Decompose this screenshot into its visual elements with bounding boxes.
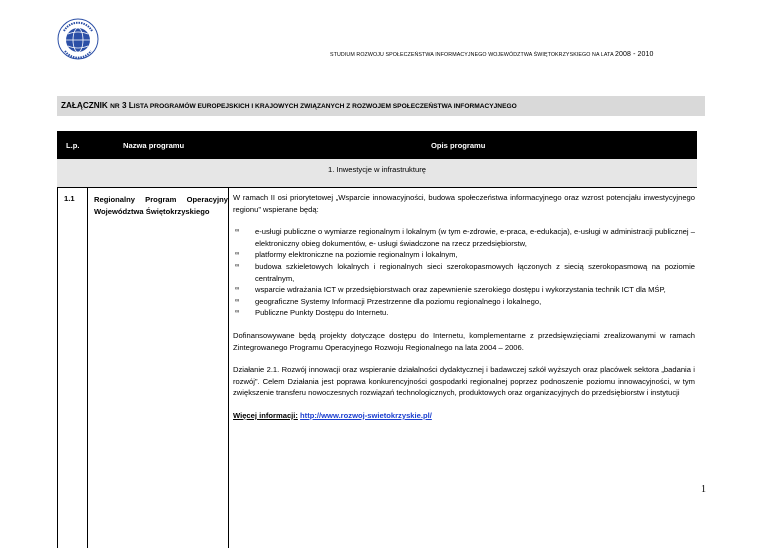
globe-logo-icon bbox=[56, 17, 100, 61]
title-rest-initial: L bbox=[128, 101, 134, 110]
bullet-icon: ∞ bbox=[235, 228, 240, 235]
header-desc: Opis programu bbox=[431, 141, 486, 150]
title-number: 3 bbox=[121, 101, 127, 110]
running-header bbox=[330, 51, 654, 58]
title-prefix: ZAŁĄCZNIK bbox=[61, 101, 108, 110]
row-lp: 1.1 bbox=[64, 194, 75, 203]
table-header bbox=[57, 131, 697, 159]
running-title: STUDIUM ROZWOJU SPOŁECZEŃSTWA INFORMACYJNEGO WOJEWÓDZTWA ŚWIĘTOKRZYSKIEGO NA LATA bbox=[330, 52, 614, 58]
list-item: ∞ Publiczne Punkty Dostępu do Internetu. bbox=[235, 308, 389, 318]
column-divider bbox=[87, 188, 88, 548]
row-program-name: Regionalny Program Operacyjny Województwa Świętokrzyskiego bbox=[94, 195, 228, 216]
action-paragraph: Działanie 2.1. Rozwój innowacji oraz wspieranie działalności dydaktycznej i badawczej szkół wyższych oraz placówek sektora „badania i rozwój”. Celem Działania jest poprawa konkurencyjności gospodarki regionalnej poprzez podnoszenie poziomu innowacyjności, w tym zwiększenie transferu nowoczesnych rozwiązań technologicznych, produktowych oraz organizacyjnych do przedsiębiorstw i instytucji bbox=[233, 365, 695, 398]
table-row bbox=[57, 188, 697, 548]
bullet-icon: ∞ bbox=[235, 297, 240, 304]
list-item: ∞ wsparcie wdrażania ICT w przedsiębiorstwach oraz zapewnienie szerokiego dostępu i wykorzystania technik ICT dla MŚP, bbox=[235, 285, 666, 295]
header-name: Nazwa programu bbox=[123, 141, 185, 150]
page-number: 1 bbox=[701, 484, 706, 495]
funding-paragraph: Dofinansowywane będą projekty dotyczące dostępu do Internetu, komplementarne z przedsięwzięciami zrealizowanymi w ramach Zintegrowanego Programu Operacyjnego Rozwoju Regionalnego na lata 2004 – 2006. bbox=[233, 330, 695, 352]
more-info bbox=[233, 410, 695, 422]
column-divider bbox=[228, 188, 229, 548]
section-row: 1. Inwestycje w infrastrukturę bbox=[57, 159, 697, 188]
bullet-icon: ∞ bbox=[235, 251, 240, 258]
list-item: ∞ e-usługi publiczne o wymiarze regionalnym i lokalnym (w tym e-zdrowie, e-praca, e-edukacja), e-usługi w administracji publicznej – elektroniczny obieg dokumentów, e- usługi świadczone na rzecz przedsiębiorstw, bbox=[235, 227, 695, 248]
header-lp: L.p. bbox=[66, 141, 80, 150]
bullet-list bbox=[233, 226, 695, 319]
more-info-link[interactable]: http://www.rozwoj-swietokrzyskie.pl/ bbox=[300, 410, 432, 420]
list-item: ∞ platformy elektroniczne na poziomie regionalnym i lokalnym, bbox=[235, 250, 458, 260]
page-title bbox=[57, 96, 705, 116]
list-item: ∞ budowa szkieletowych lokalnych i regionalnych sieci szerokopasmowych łączonych z siecią szerokopasmową na poziomie centralnym, bbox=[235, 261, 695, 283]
programs-table bbox=[57, 131, 697, 548]
title-nr: NR bbox=[110, 103, 120, 110]
intro-paragraph: W ramach II osi priorytetowej „Wsparcie innowacyjności, budowa społeczeństwa informacyjnego oraz wzrost potencjału inwestycyjnego regionu” wspierane będą: bbox=[233, 193, 695, 214]
list-item: ∞ geograficzne Systemy Informacji Przestrzenne dla poziomu regionalnego i lokalnego, bbox=[235, 296, 542, 306]
row-description bbox=[233, 192, 695, 433]
running-years: 2008 - 2010 bbox=[615, 51, 654, 58]
title-rest: ISTA PROGRAMÓW EUROPEJSKICH I KRAJOWYCH ZWIĄZANYCH Z ROZWOJEM SPOŁECZEŃSTWA INFORMACYJNEGO bbox=[133, 103, 517, 110]
more-info-label: Więcej informacji: bbox=[233, 410, 298, 420]
bullet-icon: ∞ bbox=[235, 286, 240, 293]
bullet-icon: ∞ bbox=[235, 262, 240, 269]
bullet-icon: ∞ bbox=[235, 309, 240, 316]
